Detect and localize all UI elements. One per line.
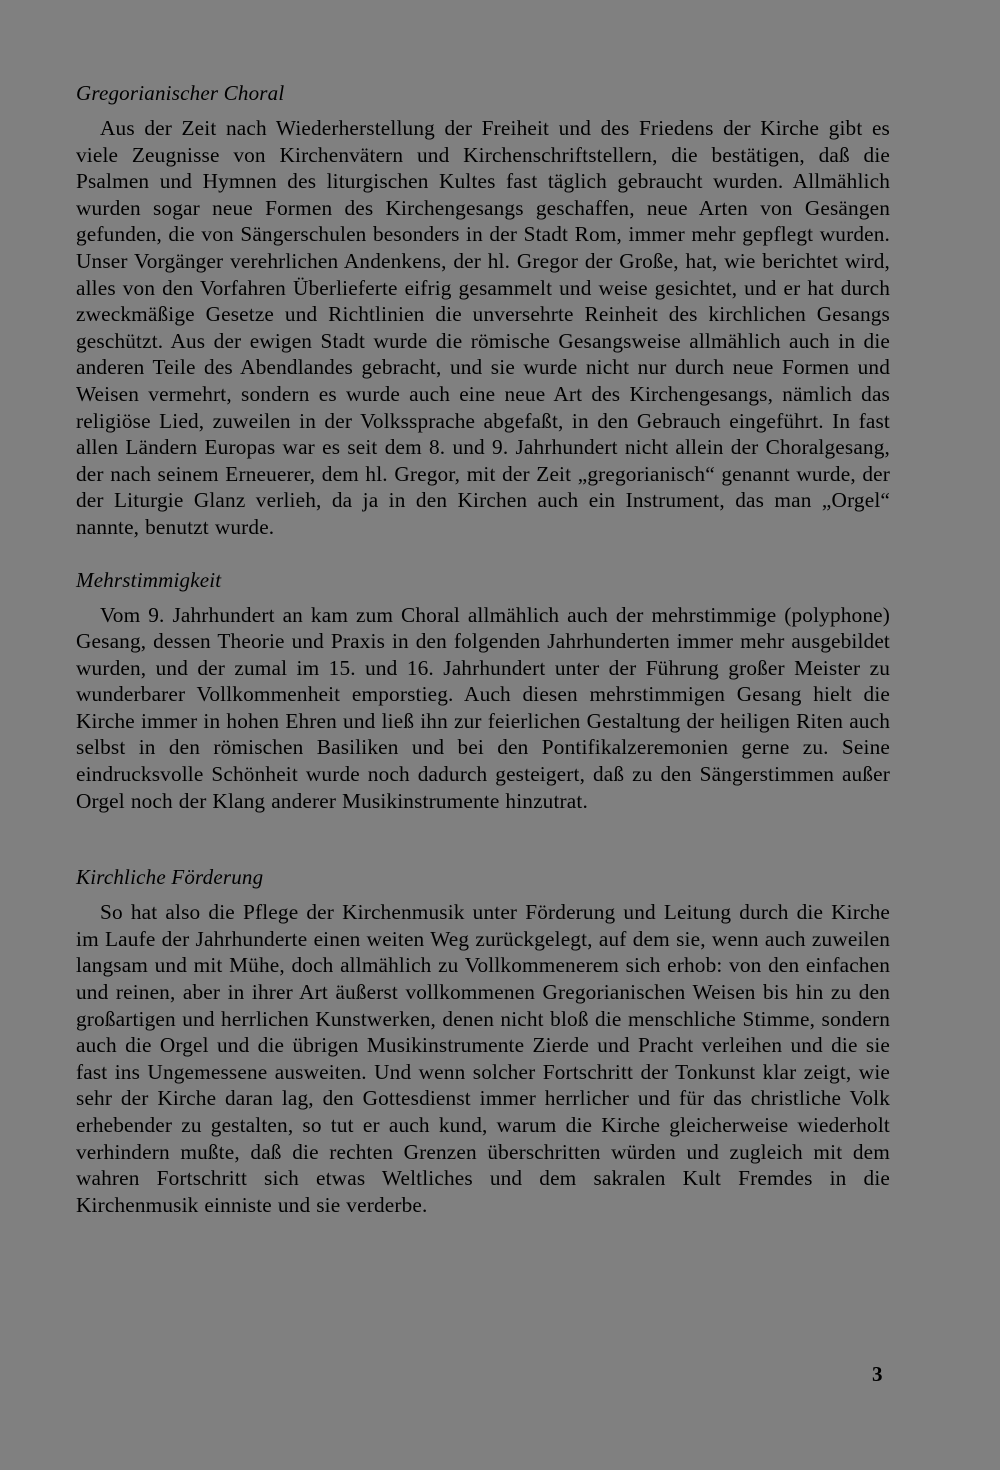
paragraph-kirchliche-foerderung: So hat also die Pflege der Kirchenmusik unter Förderung und Leitung durch die Kirche im Laufe der Jahrhunderte einen weiten Weg zurückgelegt, auf dem sie, wenn auch zuweilen langsam und mit Mühe, doch allmählich zu Vollkommenerem sich erhob: von den einfachen und reinen, aber in ihrer Art äußerst vollkommenen Gregorianischen Weisen bis hin zu den großartigen und herrlichen Kunstwerken, denen nicht bloß die menschliche Stimme, sondern auch die Orgel und die übrigen Musikinstrumente Zierde und Pracht verleihen und die sie fast ins Ungemessene ausweiten. Und wenn solcher Fortschritt der Tonkunst klar zeigt, wie sehr der Kirche daran lag, den Gottesdienst immer herrlicher und für das christliche Volk erhebender zu gestalten, so tut er auch kund, warum die Kirche gleicherweise wiederholt verhindern mußte, daß die rechten Grenzen überschritten würden und zugleich mit dem wahren Fortschritt sich etwas Weltliches und dem sakralen Kult Fremdes in die Kirchenmusik einniste und sie verderbe. (76, 900, 890, 1217)
document-page (76, 80, 890, 1218)
section-heading-kirchliche-foerderung: Kirchliche Förderung (76, 865, 264, 890)
paragraph-gregorianischer-choral: Aus der Zeit nach Wiederherstellung der Freiheit und des Friedens der Kirche gibt es viele Zeugnisse von Kirchenvätern und Kirchenschriftstellern, die bestätigen, daß die Psalmen und Hymnen des liturgischen Kultes fast täglich gebraucht wurden. Allmählich wurden sogar neue Formen des Kirchengesangs geschaffen, neue Arten von Gesängen gefunden, die von Sängerschulen besonders in der Stadt Rom, immer mehr gepflegt wurden. Unser Vorgänger verehrlichen Andenkens, der hl. Gregor der Große, hat, wie berichtet wird, alles von den Vorfahren Überlieferte eifrig gesammelt und weise gesichtet, und er hat durch zweckmäßige Gesetze und Richtlinien die unversehrte Reinheit des kirchlichen Gesangs geschützt. Aus der ewigen Stadt wurde die römische Gesangsweise allmählich auch in die anderen Teile des Abendlandes gebracht, und sie wurde nicht nur durch neue Formen und Weisen vermehrt, sondern es wurde auch eine neue Art des Kirchengesangs, nämlich das religiöse Lied, zuweilen in der Volkssprache abgefaßt, in den Gebrauch eingeführt. In fast allen Ländern Europas war es seit dem 8. und 9. Jahrhundert nicht allein der Choralgesang, der nach seinem Erneuerer, dem hl. Gregor, mit der Zeit „gregorianisch“ genannt wurde, der der Liturgie Glanz verlieh, da ja in den Kirchen auch ein Instrument, das man „Orgel“ nannte, benutzt wurde. (76, 116, 890, 539)
section-spacer (76, 541, 890, 567)
paragraph-mehrstimmigkeit: Vom 9. Jahrhundert an kam zum Choral allmählich auch der mehrstimmige (polyphone) Gesang, dessen Theorie und Praxis in den folgenden Jahrhunderten immer mehr ausgebildet wurden, und der zumal im 15. und 16. Jahrhundert unter der Führung großer Meister zu wunderbarer Vollkommenheit emporstieg. Auch diesen mehrstimmigen Gesang hielt die Kirche immer in hohen Ehren und ließ ihn zur feierlichen Gestaltung der heiligen Riten auch selbst in den römischen Basiliken und bei den Pontifikalzeremonien gerne zu. Seine eindrucksvolle Schönheit wurde noch dadurch gesteigert, daß zu den Sängerstimmen außer Orgel noch der Klang anderer Musikinstrumente hinzutrat. (76, 602, 890, 813)
page-number: 3 (872, 1362, 883, 1386)
section-heading-gregorianischer-choral: Gregorianischer Choral (76, 81, 285, 105)
section-spacer (76, 814, 890, 864)
section-heading-mehrstimmigkeit: Mehrstimmigkeit (76, 567, 222, 592)
